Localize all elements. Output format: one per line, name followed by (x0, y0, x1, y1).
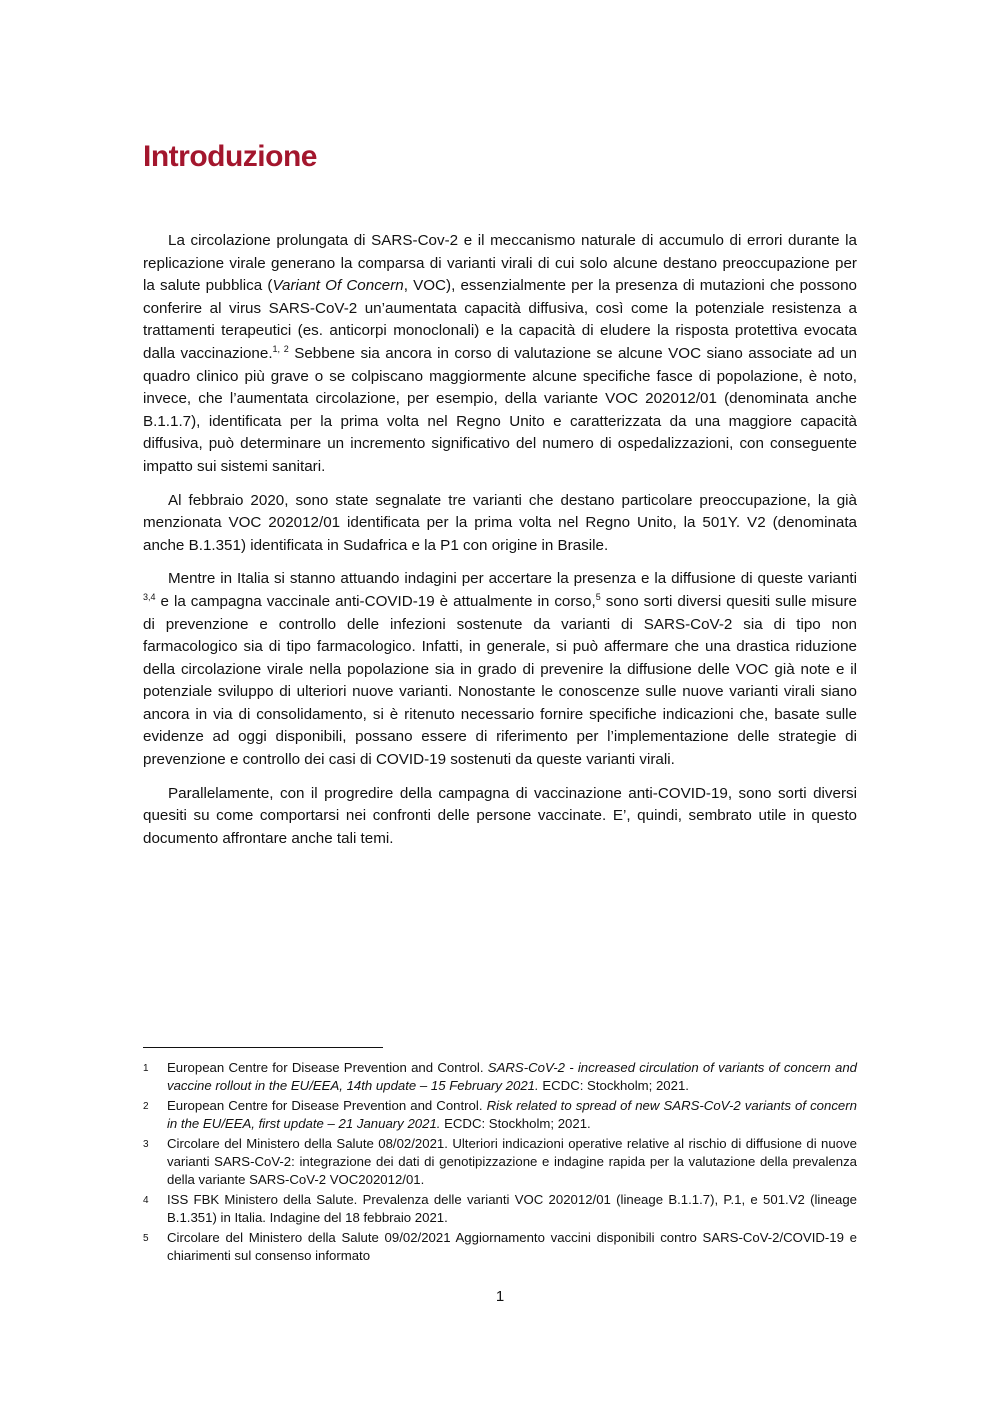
paragraph-2: Al febbraio 2020, sono state segnalate tre varianti che destano particolare preoccupazione, la già menzionata VOC 202012/01 identificata per la prima volta nel Regno Unito, la 501Y. V2 (denominata anche B.1.351) identificata in Sudafrica e la P1 con origine in Brasile. (143, 491, 857, 554)
footnote-1-text-a: European Centre for Disease Prevention and Control. (167, 1060, 488, 1075)
paragraph-1 (143, 230, 857, 479)
footnote-2-text-b: ECDC: Stockholm; 2021. (440, 1116, 591, 1132)
section-heading: Introduzione (143, 140, 317, 173)
footnote-separator (143, 1047, 383, 1048)
footnote-number: 5 (143, 1232, 149, 1244)
paragraph-3 (143, 568, 857, 771)
footnote-number: 1 (143, 1063, 149, 1074)
paragraph-4: Parallelamente, con il progredire della campagna di vaccinazione anti-COVID-19, sono sorti diversi quesiti su come comportarsi nei confronti delle persone vaccinate. E’, quindi, sembrato utile in questo documento affrontare anche tali temi. (143, 784, 857, 847)
paragraph-1-italic: Variant Of Concern (272, 277, 404, 295)
paragraph-3-text-a: Mentre in Italia si stanno attuando indagini per accertare la presenza e la diffusione di queste varianti (168, 570, 857, 588)
footnote-2-italic: Risk related to spread of new SARS-CoV-2 variants of concern in the EU/EEA, first update – 21 January 2021. (167, 1097, 857, 1132)
paragraph-1-text-c: Sebbene sia ancora in corso di valutazione se alcune VOC siano associate ad un quadro clinico più grave o se colpiscano maggiormente alcune specifiche fasce di popolazione, è noto, invece, che l’aumentata circolazione, per esempio, della variante VOC 202012/01 (denominata anche B.1.1.7), identificata per la prima volta nel Regno Unito e caratterizzata da una maggiore capacità diffusiva, può determinare un incremento significativo del numero di ospedalizzazioni, con conseguente impatto sui sistemi sanitari. (143, 344, 858, 475)
page-number: 1 (495, 1288, 505, 1305)
footnotes (143, 1059, 857, 1266)
footnote-2-text-a: European Centre for Disease Prevention and Control. (167, 1097, 487, 1113)
footnote-4 (143, 1191, 857, 1228)
footnote-ref-1-2[interactable]: 1, 2 (272, 343, 289, 354)
paragraph-3-text-c: sono sorti diversi quesiti sulle misure di prevenzione e controllo delle infezioni sostenute da varianti di SARS-CoV-2 sia di tipo non farmacologico sia di tipo farmacologico. Infatti, in generale, si può affermare che una drastica riduzione della circolazione virale nella popolazione sia in grado di prevenire la diffusione delle VOC già note e il potenziale sviluppo di ulteriori nuove varianti. Nonostante le conoscenze sulle nuove varianti virali siano ancora in via di consolidamento, si è ritenuto necessario fornire specifiche indicazioni che, basate sulle evidenze ad oggi disponibili, possano essere di riferimento per l’implementazione delle strategie di prevenzione e controllo dei casi di COVID-19 sostenuti da queste varianti virali. (143, 592, 857, 769)
paragraph-1-text-b: , VOC), essenzialmente per la presenza di mutazioni che possono conferire al virus SARS-CoV-2 un’aumentata capacità diffusiva, così come la potenziale resistenza a trattamenti terapeutici (es. anticorpi monoclonali) e la capacità di eludere la risposta protettiva evocata dalla vaccinazione. (143, 277, 857, 362)
body-text (143, 230, 857, 861)
footnote-1-italic: SARS-CoV-2 - increased circulation of variants of concern and vaccine rollout in the EU/EEA, 14th update – 15 February 2021. (167, 1060, 857, 1094)
paragraph-1-text-a: La circolazione prolungata di SARS-Cov-2 e il meccanismo naturale di accumulo di errori durante la replicazione virale generano la comparsa di varianti virali di cui solo alcune destano preoccupazione per la salute pubblica ( (143, 232, 857, 295)
footnote-3 (143, 1135, 857, 1190)
footnote-text (167, 1097, 857, 1134)
footnote-1-text-b: ECDC: Stockholm; 2021. (538, 1078, 689, 1094)
footnote-2 (143, 1097, 857, 1134)
footnote-number: 3 (143, 1138, 149, 1150)
footnote-number: 4 (143, 1194, 149, 1206)
footnote-text: Circolare del Ministero della Salute 08/02/2021. Ulteriori indicazioni operative relative al rischio di diffusione di nuove varianti SARS-CoV-2: integrazione dei dati di genotipizzazione e indagine rapida per la valutazione della prevalenza della variante SARS-CoV-2 VOC202012/01. (167, 1135, 857, 1188)
footnote-text: ISS FBK Ministero della Salute. Prevalenza delle varianti VOC 202012/01 (lineage B.1.1.7), P.1, e 501.V2 (lineage B.1.351) in Italia. Indagine del 18 febbraio 2021. (167, 1191, 857, 1226)
footnote-5 (143, 1229, 857, 1266)
footnote-number: 2 (143, 1100, 149, 1112)
footnote-ref-5[interactable]: 5 (595, 591, 601, 602)
footnote-text: Circolare del Ministero della Salute 09/02/2021 Aggiornamento vaccini disponibili contro SARS-CoV-2/COVID-19 e chiarimenti sul consenso informato (167, 1229, 857, 1264)
footnote-text (167, 1059, 857, 1096)
paragraph-3-text-b: e la campagna vaccinale anti-COVID-19 è attualmente in corso, (155, 592, 596, 610)
footnote-1 (143, 1059, 857, 1096)
footnote-ref-3-4[interactable]: 3,4 (143, 591, 156, 602)
